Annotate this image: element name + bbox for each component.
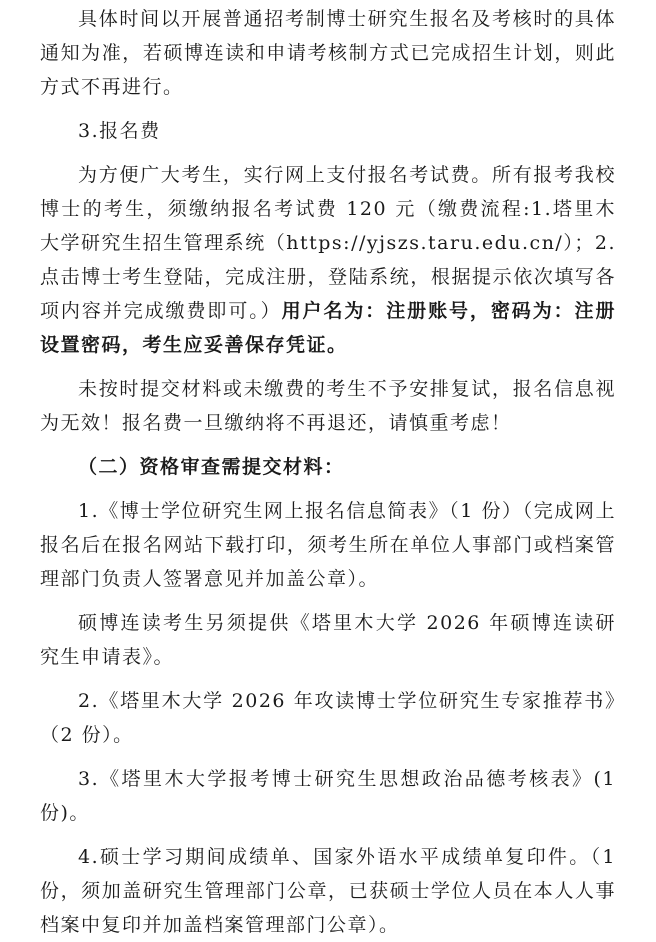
paragraph-material-1: 1.《博士学位研究生网上报名信息简表》（1 份）（完成网上报名后在报名网站下载打印，须考生所在单位人事部门或档案管理部门负责人签署意见并加盖公章）。 — [40, 500, 616, 590]
fee-credentials-note: 用户名为：注册账号，密码为：注册设置密码，考生应妥善保存凭证。 — [40, 300, 616, 356]
fee-payment-text: 为方便广大考生，实行网上支付报名考试费。所有报考我校博士的考生，须缴纳报名考试费 120 元（缴费流程:1.塔里木大学研究生招生管理系统（https://yjszs.taru.edu.cn/）；2.点击博士考生登陆，完成注册，登陆系统，根据提示依次填写各项内容并完成缴费即可。） — [40, 164, 616, 322]
paragraph-material-3: 3.《塔里木大学报考博士研究生思想政治品德考核表》(1 份)。 — [40, 768, 616, 824]
heading-registration-fee: 3.报名费 — [78, 120, 161, 142]
paragraph-timing-note: 具体时间以开展普通招考制博士研究生报名及考核时的具体通知为准，若硕博连读和申请考核制方式已完成招生计划，则此方式不再进行。 — [40, 8, 616, 98]
paragraph-material-4: 4.硕士学习期间成绩单、国家外语水平成绩单复印件。（1 份，须加盖研究生管理部门公章，已获硕士学位人员在本人人事档案中复印并加盖档案管理部门公章）。 — [40, 846, 616, 936]
paragraph-material-2: 2.《塔里木大学 2026 年攻读博士学位研究生专家推荐书》（2 份）。 — [40, 690, 616, 746]
heading-qualification-materials: （二）资格审查需提交材料： — [78, 456, 345, 478]
paragraph-fee-warning: 未按时提交材料或未缴费的考生不予安排复试，报名信息视为无效！报名费一旦缴纳将不再退还，请慎重考虑！ — [40, 378, 616, 434]
paragraph-material-1-supplement: 硕博连读考生另须提供《塔里木大学 2026 年硕博连读研究生申请表》。 — [40, 612, 616, 668]
paragraph-fee-payment — [40, 158, 616, 362]
